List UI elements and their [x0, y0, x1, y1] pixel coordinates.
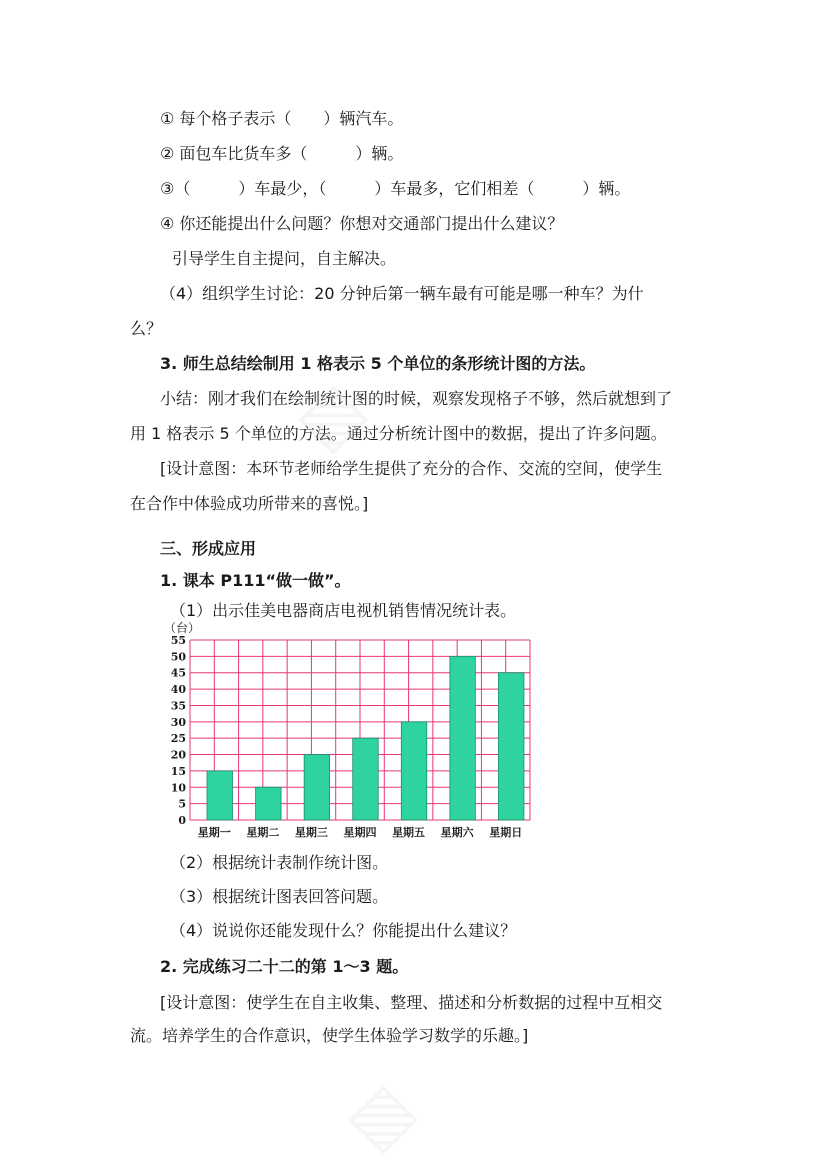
y-tick-label: 20: [170, 748, 186, 762]
bar-1: [207, 771, 233, 820]
bar-chart-svg: [160, 616, 540, 842]
y-tick-label: 25: [170, 732, 186, 746]
exercise-step-4: （4）说说你还能发现什么？你能提出什么建议？: [170, 921, 517, 940]
question-item-2: ② 面包车比货车多（ ）辆。: [160, 144, 404, 163]
x-tick-label: 星期五: [392, 826, 426, 839]
y-tick-label: 0: [178, 814, 186, 827]
watermark-mark: ▧: [282, 369, 378, 465]
bar-5: [401, 722, 427, 820]
y-tick-label: 45: [170, 666, 186, 680]
bar-7: [498, 673, 524, 820]
question-item-3: ③（ ）车最少，（ ）车最多，它们相差（ ）辆。: [160, 179, 631, 198]
exercise-heading-2: 2. 完成练习二十二的第 1～3 题。: [160, 957, 409, 976]
x-tick-label: 星期三: [294, 826, 328, 839]
x-tick-label: 星期六: [440, 826, 474, 839]
question-item-1: ① 每个格子表示（ ）辆汽车。: [160, 109, 404, 128]
discussion-text: （4）组织学生讨论：20 分钟后第一辆车最有可能是哪一种车？为什: [160, 284, 644, 303]
design-intent-1-cont: 在合作中体验成功所带来的喜悦。]: [130, 494, 369, 513]
section-heading-3: 3. 师生总结绘制用 1 格表示 5 个单位的条形统计图的方法。: [160, 354, 596, 373]
summary-text: 小结：刚才我们在绘制统计图的时候，观察发现格子不够，然后就想到了: [160, 389, 673, 408]
design-intent-1: [设计意图：本环节老师给学生提供了充分的合作、交流的空间，使学生: [160, 459, 663, 478]
exercise-step-2: （2）根据统计表制作统计图。: [170, 853, 389, 872]
x-tick-label: 星期日: [489, 826, 523, 839]
x-tick-label: 星期一: [197, 826, 231, 839]
guidance-text: 引导学生自主提问，自主解决。: [172, 249, 397, 268]
y-tick-label: 30: [170, 715, 186, 729]
tv-sales-chart: [160, 616, 540, 842]
discussion-text-cont: 么？: [130, 319, 163, 338]
y-tick-label: 35: [170, 699, 186, 713]
design-intent-2: [设计意图：使学生在自主收集、整理、描述和分析数据的过程中互相交: [160, 993, 663, 1012]
x-tick-label: 星期四: [343, 826, 377, 839]
exercise-step-1: （1）出示佳美电器商店电视机销售情况统计表。: [170, 601, 517, 620]
y-tick-label: 40: [170, 683, 186, 697]
y-tick-label: 5: [178, 797, 186, 811]
exercise-step-3: （3）根据统计图表回答问题。: [170, 887, 389, 906]
y-tick-label: 50: [170, 650, 186, 664]
y-tick-label: 10: [170, 781, 186, 795]
y-tick-label: 55: [170, 634, 186, 647]
watermark-mark-bottom: ▧: [332, 1069, 428, 1165]
x-tick-label: 星期二: [246, 826, 280, 839]
summary-text-cont: 用 1 格表示 5 个单位的方法。通过分析统计图中的数据，提出了许多问题。: [130, 424, 667, 443]
section-heading-apply: 三、形成应用: [160, 539, 257, 558]
bar-2: [256, 787, 281, 820]
question-item-4: ④ 你还能提出什么问题？你想对交通部门提出什么建议？: [160, 214, 564, 233]
y-axis-unit-label: （台）: [164, 621, 201, 635]
bar-3: [304, 755, 330, 820]
bar-4: [353, 738, 379, 820]
exercise-heading-1: 1. 课本 P111“做一做”。: [160, 571, 351, 590]
y-tick-label: 15: [170, 764, 186, 778]
bar-6: [450, 656, 476, 820]
design-intent-2-cont: 流。培养学生的合作意识，使学生体验学习数学的乐趣。]: [130, 1026, 529, 1045]
